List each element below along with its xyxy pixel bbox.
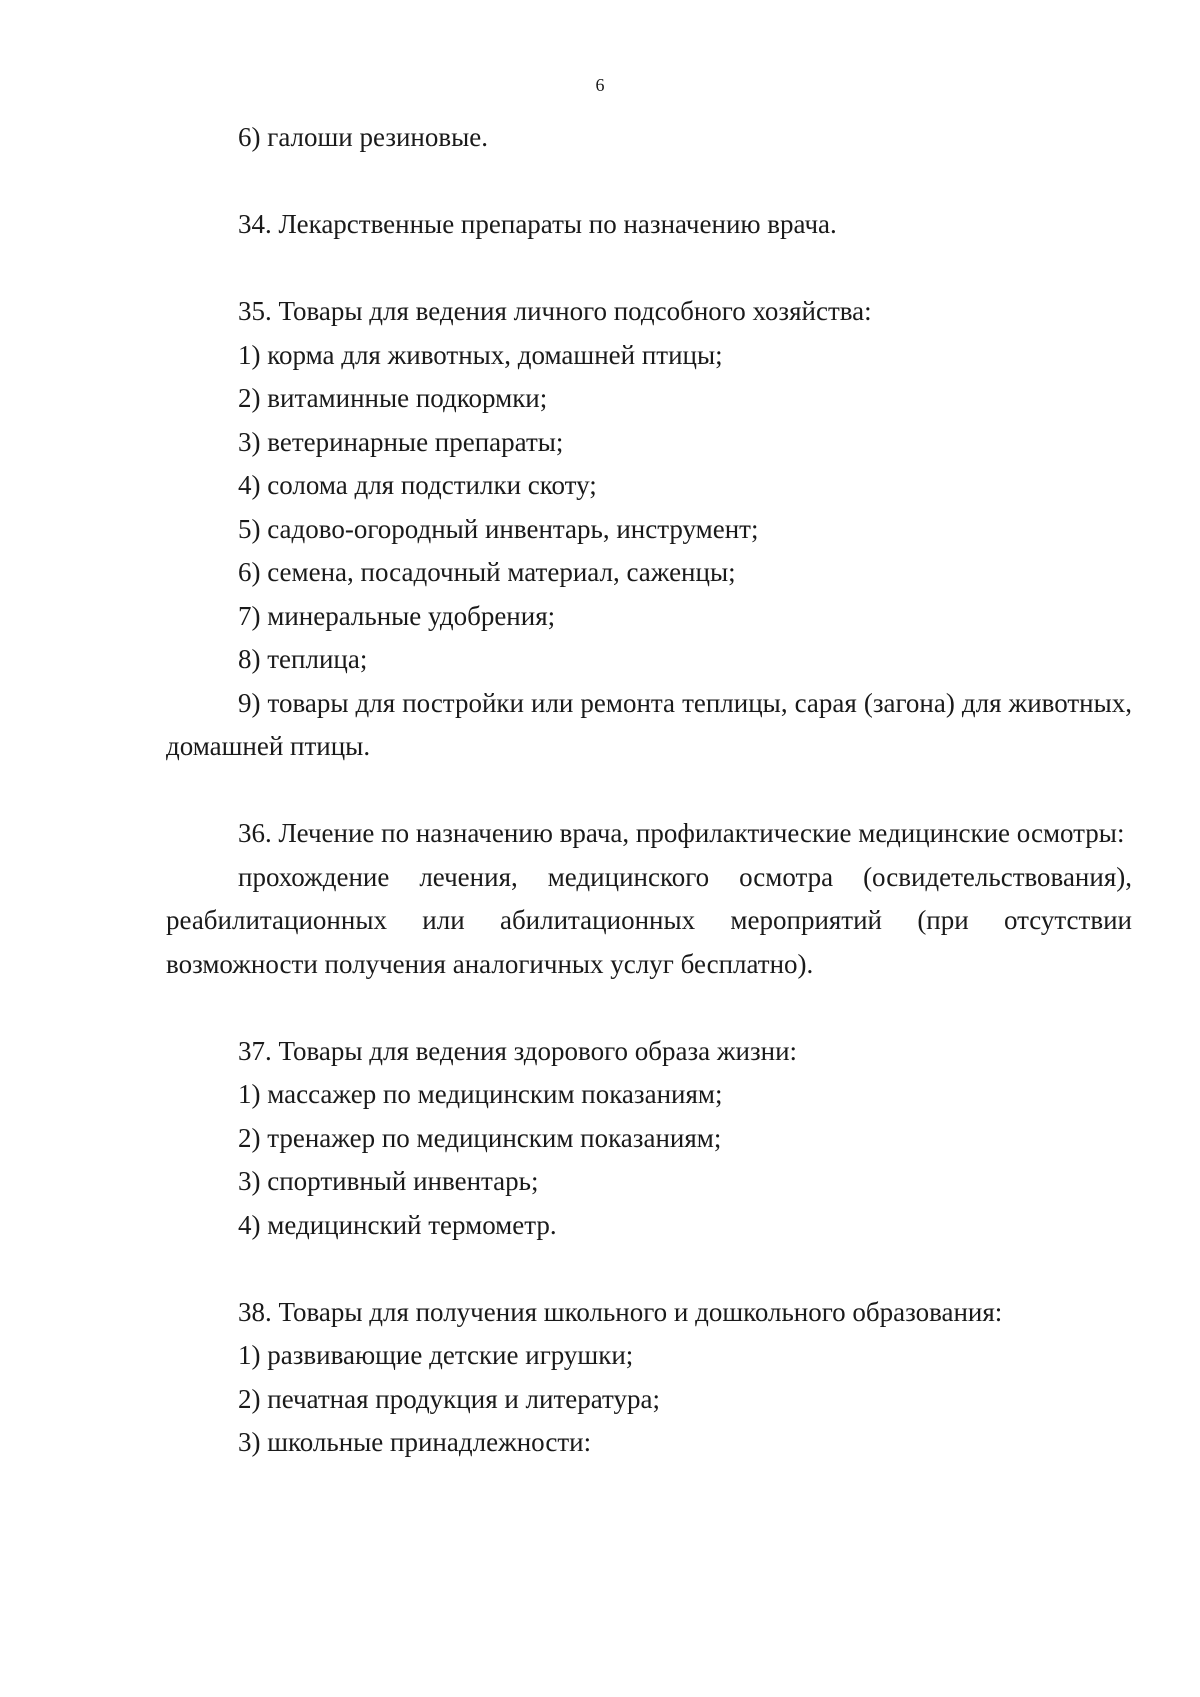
section-heading-38: 38. Товары для получения школьного и дошкольного образования: bbox=[238, 1296, 1003, 1327]
list-item: 1) развивающие детские игрушки; bbox=[238, 1340, 634, 1370]
list-item: 6) галоши резиновые. bbox=[238, 122, 489, 152]
list-item-paragraph: 9) товары для постройки или ремонта теплицы, сарая (загона) для животных, домашней птицы. bbox=[166, 687, 1132, 761]
paragraph-gap bbox=[166, 769, 1132, 813]
body-paragraph: прохождение лечения, медицинского осмотра (освидетельствования), реабилитационных или абилитационных мероприятий (при отсутствии возможности получения аналогичных услуг бесплатно). bbox=[166, 861, 1132, 979]
paragraph-gap bbox=[166, 986, 1132, 1030]
paragraph-gap bbox=[166, 247, 1132, 291]
list-item: 4) солома для подстилки скоту; bbox=[238, 470, 597, 500]
list-item: 1) корма для животных, домашней птицы; bbox=[238, 339, 723, 370]
list-item: 3) ветеринарные препараты; bbox=[238, 426, 564, 457]
list-item: 8) теплица; bbox=[238, 644, 368, 674]
list-item: 2) тренажер по медицинским показаниям; bbox=[238, 1122, 722, 1153]
section-heading-34: 34. Лекарственные препараты по назначению врача. bbox=[238, 209, 837, 239]
list-item: 4) медицинский термометр. bbox=[238, 1209, 557, 1240]
list-item: 7) минеральные удобрения; bbox=[238, 600, 556, 631]
list-item: 1) массажер по медицинским показаниям; bbox=[238, 1079, 723, 1109]
document-body bbox=[166, 116, 1132, 1465]
list-item: 5) садово-огородный инвентарь, инструмент; bbox=[238, 513, 759, 544]
paragraph-gap bbox=[166, 1247, 1132, 1291]
list-item: 6) семена, посадочный материал, саженцы; bbox=[238, 557, 736, 587]
section-heading-35: 35. Товары для ведения личного подсобного хозяйства: bbox=[238, 296, 872, 326]
list-item: 3) школьные принадлежности: bbox=[238, 1427, 592, 1457]
paragraph-gap bbox=[166, 160, 1132, 204]
section-heading-37: 37. Товары для ведения здорового образа жизни: bbox=[238, 1035, 798, 1066]
page-number: 6 bbox=[595, 75, 605, 95]
list-item: 3) спортивный инвентарь; bbox=[238, 1166, 539, 1196]
list-item: 2) витаминные подкормки; bbox=[238, 383, 548, 413]
list-item: 2) печатная продукция и литература; bbox=[238, 1383, 660, 1414]
section-heading-36: 36. Лечение по назначению врача, профилактические медицинские осмотры: bbox=[238, 818, 1125, 848]
